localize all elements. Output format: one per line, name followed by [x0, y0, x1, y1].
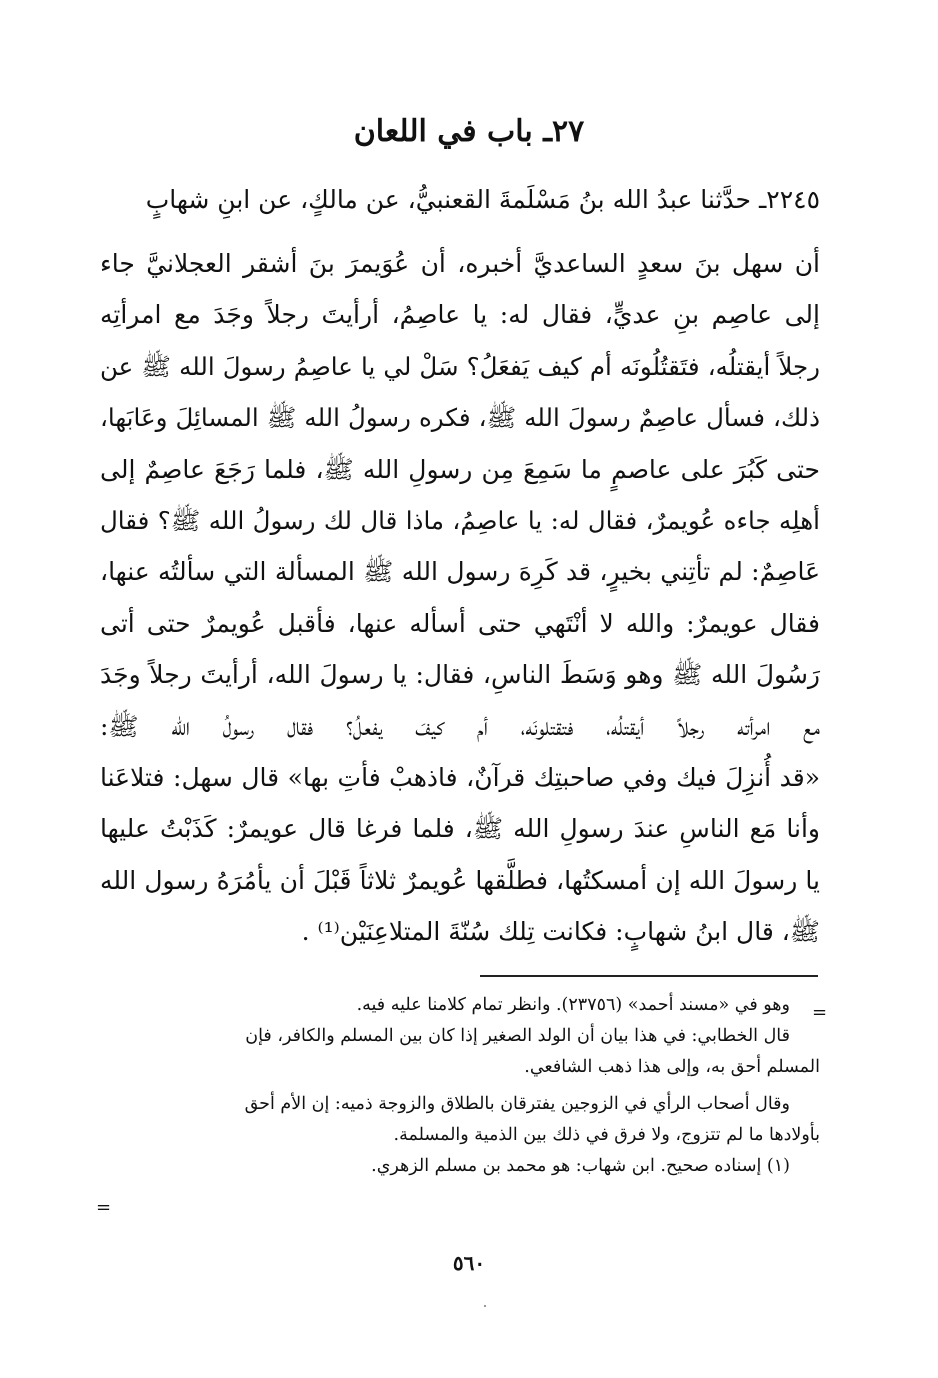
footnote-line: (١) إسناده صحيح. ابن شهاب: هو محمد بن مسلم الزهري. [371, 1156, 790, 1176]
body-line: رجلاً أيقتلُه، فتَقتُلُونَه أم كيف يَفعَلُ؟ سَلْ لي يا عاصِمُ رسولَ الله ﷺ عن [100, 351, 820, 381]
body-line: وأنا مَع الناسِ عندَ رسولِ الله ﷺ، فلما فرغا قال عويمرٌ: كَذَبْتُ عليها [100, 814, 820, 844]
end-mark: = [96, 1197, 112, 1218]
scan-speck [484, 1305, 486, 1307]
body-line: رَسُولَ الله ﷺ وهو وَسَطَ الناسِ، فقال: يا رسولَ الله، أرأيتَ رجلاً وجَدَ [100, 660, 820, 690]
continuation-mark: = [812, 1002, 828, 1023]
body-line: عَاصِمٌ: لم تأتِني بخيرٍ، قد كَرِهَ رسول الله ﷺ المسألة التي سألتُه عنها، [100, 557, 820, 587]
page-number: ٥٦٠ [452, 1251, 486, 1275]
footnote-line: وقال أصحاب الرأي في الزوجين يفترقان بالطلاق والزوجة ذميه: إن الأم أحق [244, 1094, 790, 1114]
body-line: «قد أُنزِلَ فيك وفي صاحبتِك قرآنٌ، فاذهبْ فأتِ بها» قال سهل: فتلاعَنا [100, 762, 820, 792]
footnotes [100, 990, 820, 1182]
hadith-body [100, 238, 820, 957]
footnote-line: بأولادها ما لم تتزوج، ولا فرق في ذلك بين الذمية والمسلمة. [393, 1125, 820, 1145]
hadith-header: ٢٢٤٥ـ حدَّثنا عبدُ الله بنُ مَسْلَمةَ القعنبيُّ، عن مالكٍ، عن ابنِ شهابٍ [145, 185, 820, 214]
chapter-title: ٢٧ـ باب في اللعان [353, 114, 585, 149]
body-line: أهلِه جاءه عُويمرٌ، فقال له: يا عاصِمُ، ماذا قال لك رسولُ الله ﷺ؟ فقال [100, 505, 820, 535]
footnote-line: قال الخطابي: في هذا بيان أن الولد الصغير إذا كان بين المسلم والكافر، فإن [245, 1026, 790, 1046]
body-line: فقال عويمرٌ: والله لا أنْتَهي حتى أسأله عنها، فأقبل عُويمرٌ حتى أتى [100, 608, 820, 638]
body-line: مع امرأته رجلاً أيقتلُه، فتقتلونَه، أم كيفَ يفعلُ؟ فقال رسولُ الله ﷺ: [100, 711, 820, 741]
footnote-separator [480, 975, 818, 977]
body-line: ﷺ، قال ابنُ شهابٍ: فكانت تِلك سُنّةَ المتلاعِنَيْن⁽¹⁾ . [301, 917, 820, 947]
footnote-line: المسلم أحق به، وإلى هذا ذهب الشافعي. [524, 1057, 820, 1077]
body-line: أن سهل بنَ سعدٍ الساعديَّ أخبره، أن عُوَيمرَ بنَ أشقر العجلانيَّ جاء [100, 249, 820, 278]
body-line: حتى كَبُرَ على عاصمٍ ما سَمِعَ مِن رسولِ الله ﷺ، فلما رَجَعَ عاصِمٌ إلى [100, 454, 820, 484]
footnote-line: وهو في «مسند أحمد» (٢٣٧٥٦). وانظر تمام كلامنا عليه فيه. [356, 995, 790, 1015]
body-line: يا رسولَ الله إن أمسكتُها، فطلَّقها عُويمرٌ ثلاثاً قَبْلَ أن يأمُرَهُ رسول الله [100, 865, 820, 895]
body-line: إلى عاصِم بنِ عديٍّ، فقال له: يا عاصِمُ، أرأيتَ رجلاً وجَدَ مع امرأتِه [100, 300, 820, 330]
body-line: ذلك، فسأل عاصِمٌ رسولَ الله ﷺ، فكره رسولُ الله ﷺ المسائِلَ وعَابَها، [100, 403, 820, 433]
